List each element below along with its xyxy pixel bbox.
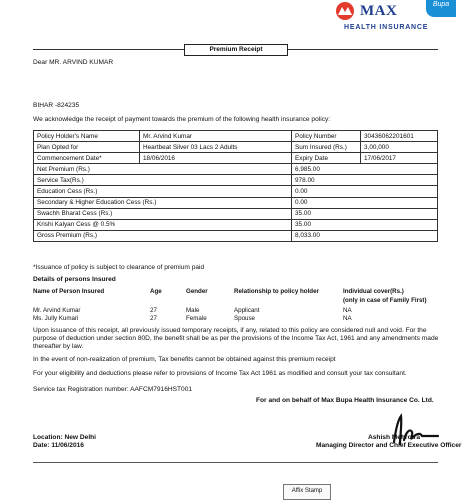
col-header-cover: Individual cover(Rs.) bbox=[343, 288, 404, 295]
cell: 0.00 bbox=[292, 186, 438, 197]
cell: Commencement Date* bbox=[34, 153, 140, 164]
cell: Secondary & Higher Education Cess (Rs.) bbox=[34, 197, 292, 208]
col-header-name: Name of Person Insured bbox=[33, 288, 105, 295]
table-row bbox=[34, 153, 438, 164]
cell: 35.00 bbox=[292, 219, 438, 230]
logo-tagline: HEALTH INSURANCE bbox=[344, 24, 429, 31]
cell: 0.00 bbox=[292, 197, 438, 208]
cell: Sum Insured (Rs.) bbox=[292, 142, 361, 153]
person-gender: Male bbox=[186, 307, 200, 314]
cell: 30436062201601 bbox=[361, 131, 438, 142]
table-row bbox=[34, 142, 438, 153]
signatory-name: Ashish Mehrotra bbox=[368, 434, 421, 441]
cell: Plan Opted for bbox=[34, 142, 140, 153]
cell: Policy Holder's Name bbox=[34, 131, 140, 142]
intro-text: We acknowledge the receipt of payment towards the premium of the following health insurance policy: bbox=[33, 116, 331, 123]
logo-partner-badge: Bupa bbox=[426, 0, 456, 17]
cell: 978.00 bbox=[292, 175, 438, 186]
service-tax-number: Service tax Registration number: AAFCM7916HST001 bbox=[33, 386, 193, 393]
company-logo bbox=[330, 0, 456, 32]
cell: 6,985.00 bbox=[292, 164, 438, 175]
col-header-cover-note: (only in case of Family First) bbox=[343, 297, 427, 304]
premium-table bbox=[33, 130, 438, 242]
person-gender: Female bbox=[186, 315, 207, 322]
logo-mark-icon bbox=[330, 0, 360, 22]
person-name: Mr. Arvind Kumar bbox=[33, 307, 81, 314]
address-line: BIHAR -824235 bbox=[33, 102, 80, 109]
cell: 35.00 bbox=[292, 208, 438, 219]
table-row bbox=[34, 186, 438, 197]
person-age: 27 bbox=[150, 307, 157, 314]
col-header-gender: Gender bbox=[186, 288, 208, 295]
cell: Swachh Bharat Cess (Rs.) bbox=[34, 208, 292, 219]
person-name: Ms. Jully Kumari bbox=[33, 315, 79, 322]
logo-brand-name: MAX bbox=[360, 3, 398, 19]
table-row bbox=[34, 164, 438, 175]
on-behalf-text: For and on behalf of Max Bupa Health Insurance Co. Ltd. bbox=[256, 397, 434, 404]
cell: 8,033.00 bbox=[292, 230, 438, 241]
terms-paragraph: For your eligibility and deductions please refer to provisions of Income Tax Act 1961 as modified and consult your tax consultant. bbox=[33, 370, 407, 377]
person-cover: NA bbox=[343, 307, 352, 314]
col-header-relationship: Relationship to policy holder bbox=[234, 288, 319, 295]
col-header-age: Age bbox=[150, 288, 162, 295]
cell: Service Tax(Rs.) bbox=[34, 175, 292, 186]
cell: Mr. Arvind Kumar bbox=[140, 131, 292, 142]
cell: Policy Number bbox=[292, 131, 361, 142]
receipt-title: Premium Receipt bbox=[184, 44, 288, 56]
person-cover: NA bbox=[343, 315, 352, 322]
cell: Krishi Kalyan Cess @ 0.5% bbox=[34, 219, 292, 230]
footnote: *Issuance of policy is subject to clearance of premium paid bbox=[33, 264, 205, 271]
terms-paragraph: Upon issuance of this receipt, all previously issued temporary receipts, if any, related to this policy are considered null and void. For the purpose of deduction under section 80D, the benefit shall be as per the provisions of the Income Tax Act, 1961 and any amendments made thereafter by law. bbox=[33, 327, 439, 351]
cell: 3,00,000 bbox=[361, 142, 438, 153]
cell: Net Premium (Rs.) bbox=[34, 164, 292, 175]
persons-heading: Details of persons Insured bbox=[33, 276, 116, 283]
table-row bbox=[34, 230, 438, 241]
cell: 17/06/2017 bbox=[361, 153, 438, 164]
cell: 18/06/2016 bbox=[140, 153, 292, 164]
table-row bbox=[34, 131, 438, 142]
table-row bbox=[34, 197, 438, 208]
affix-stamp-box: Affix Stamp bbox=[283, 484, 331, 500]
cell: Expiry Date bbox=[292, 153, 361, 164]
issue-date: Date: 11/06/2016 bbox=[33, 442, 84, 449]
salutation: Dear MR. ARVIND KUMAR bbox=[33, 59, 114, 66]
table-row bbox=[34, 219, 438, 230]
cell: Gross Premium (Rs.) bbox=[34, 230, 292, 241]
footer-rule bbox=[33, 462, 438, 463]
person-relationship: Applicant bbox=[234, 307, 260, 314]
cell: Heartbeat Silver 03 Lacs 2 Adults bbox=[140, 142, 292, 153]
signatory-title: Managing Director and Chief Executive Officer bbox=[316, 442, 462, 449]
person-age: 27 bbox=[150, 315, 157, 322]
cell: Education Cess (Rs.) bbox=[34, 186, 292, 197]
person-relationship: Spouse bbox=[234, 315, 255, 322]
terms-paragraph: In the event of non-realization of premium, Tax benefits cannot be obtained against this premium receipt bbox=[33, 356, 336, 363]
table-row bbox=[34, 175, 438, 186]
table-row bbox=[34, 208, 438, 219]
location: Location: New Delhi bbox=[33, 434, 97, 441]
